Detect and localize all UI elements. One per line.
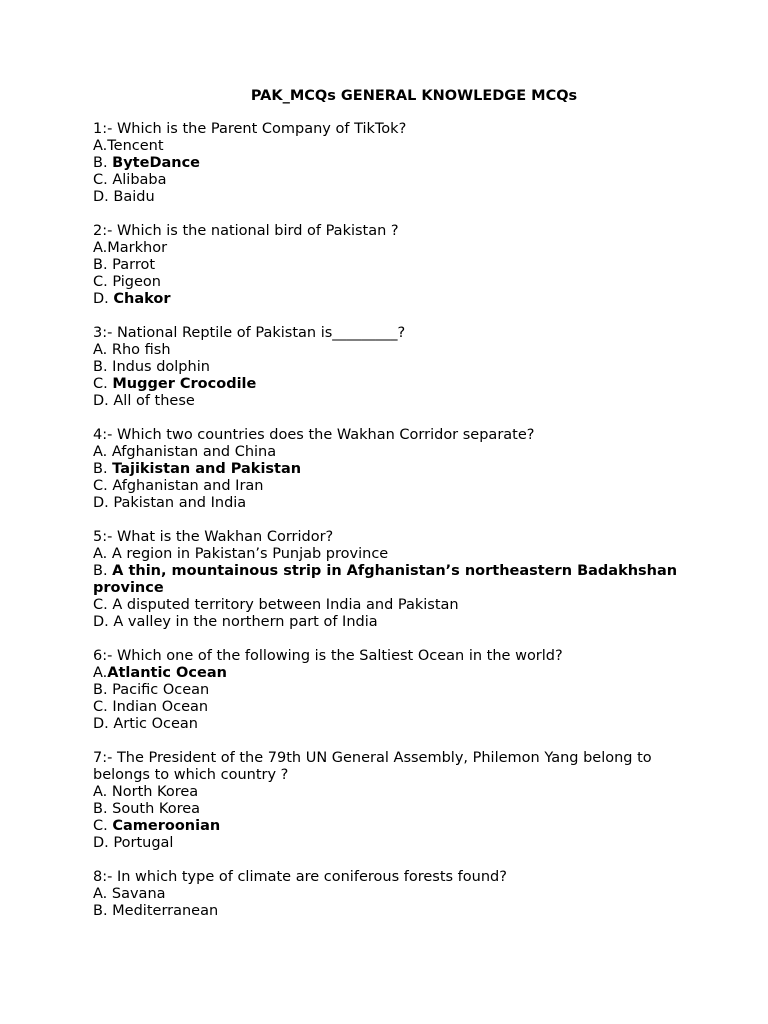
option-d: D. A valley in the northern part of India	[93, 614, 378, 630]
option-a: A. Savana	[93, 886, 166, 902]
option-a: A. Rho fish	[93, 342, 171, 358]
option-a: A.Markhor	[93, 240, 168, 256]
option-d: D. Portugal	[93, 835, 174, 851]
correct-answer: Mugger Crocodile	[112, 376, 257, 392]
question-block-6	[93, 648, 713, 733]
question-block-8	[93, 869, 713, 920]
option-b: B. Pacific Ocean	[93, 682, 210, 698]
option-c: C. Afghanistan and Iran	[93, 478, 264, 494]
option-d: D. Artic Ocean	[93, 716, 198, 732]
option-c: C. Indian Ocean	[93, 699, 209, 715]
question-block-1	[93, 121, 713, 206]
option-c: C. A disputed territory between India and Pakistan	[93, 597, 459, 613]
option-c: C. Alibaba	[93, 172, 167, 188]
question-block-3	[93, 325, 713, 410]
question-text: 3:- National Reptile of Pakistan is_________?	[93, 325, 406, 341]
question-block-4	[93, 427, 713, 512]
question-text: 6:- Which one of the following is the Saltiest Ocean in the world?	[93, 648, 563, 664]
correct-answer: Chakor	[113, 291, 171, 307]
option-a: A.Atlantic Ocean	[93, 665, 227, 681]
option-b: B. Parrot	[93, 257, 156, 273]
document-page	[93, 87, 713, 937]
option-a: A. North Korea	[93, 784, 199, 800]
question-block-7	[93, 750, 713, 852]
correct-answer: A thin, mountainous strip in Afghanistan’s northeastern Badakhshan province	[93, 563, 678, 596]
question-text: 4:- Which two countries does the Wakhan Corridor separate?	[93, 427, 535, 443]
option-a: A.Tencent	[93, 138, 164, 154]
correct-answer: Tajikistan and Pakistan	[112, 461, 302, 477]
option-d: D. Pakistan and India	[93, 495, 247, 511]
correct-answer: Cameroonian	[112, 818, 221, 834]
question-text: 5:- What is the Wakhan Corridor?	[93, 529, 334, 545]
option-c: C. Cameroonian	[93, 818, 221, 834]
option-c: C. Pigeon	[93, 274, 161, 290]
question-block-5	[93, 529, 713, 631]
option-b: B. Indus dolphin	[93, 359, 210, 375]
option-b: B. South Korea	[93, 801, 201, 817]
question-text: 2:- Which is the national bird of Pakistan ?	[93, 223, 399, 239]
option-a: A. A region in Pakistan’s Punjab province	[93, 546, 389, 562]
correct-answer: Atlantic Ocean	[107, 665, 227, 681]
option-d: D. Baidu	[93, 189, 155, 205]
question-text: 8:- In which type of climate are coniferous forests found?	[93, 869, 507, 885]
option-b: B. ByteDance	[93, 155, 201, 171]
document-title: PAK_MCQs GENERAL KNOWLEDGE MCQs	[250, 88, 578, 104]
question-text: 1:- Which is the Parent Company of TikTok?	[93, 121, 407, 137]
question-block-2	[93, 223, 713, 308]
option-a: A. Afghanistan and China	[93, 444, 277, 460]
option-b: B. Mediterranean	[93, 903, 219, 919]
option-d: D. All of these	[93, 393, 195, 409]
question-text: 7:- The President of the 79th UN General Assembly, Philemon Yang belong to belongs to which country ?	[93, 750, 652, 783]
option-d: D. Chakor	[93, 291, 171, 307]
option-c: C. Mugger Crocodile	[93, 376, 257, 392]
option-b: B. A thin, mountainous strip in Afghanistan’s northeastern Badakhshan province	[93, 563, 678, 596]
option-b: B. Tajikistan and Pakistan	[93, 461, 302, 477]
correct-answer: ByteDance	[112, 155, 201, 171]
